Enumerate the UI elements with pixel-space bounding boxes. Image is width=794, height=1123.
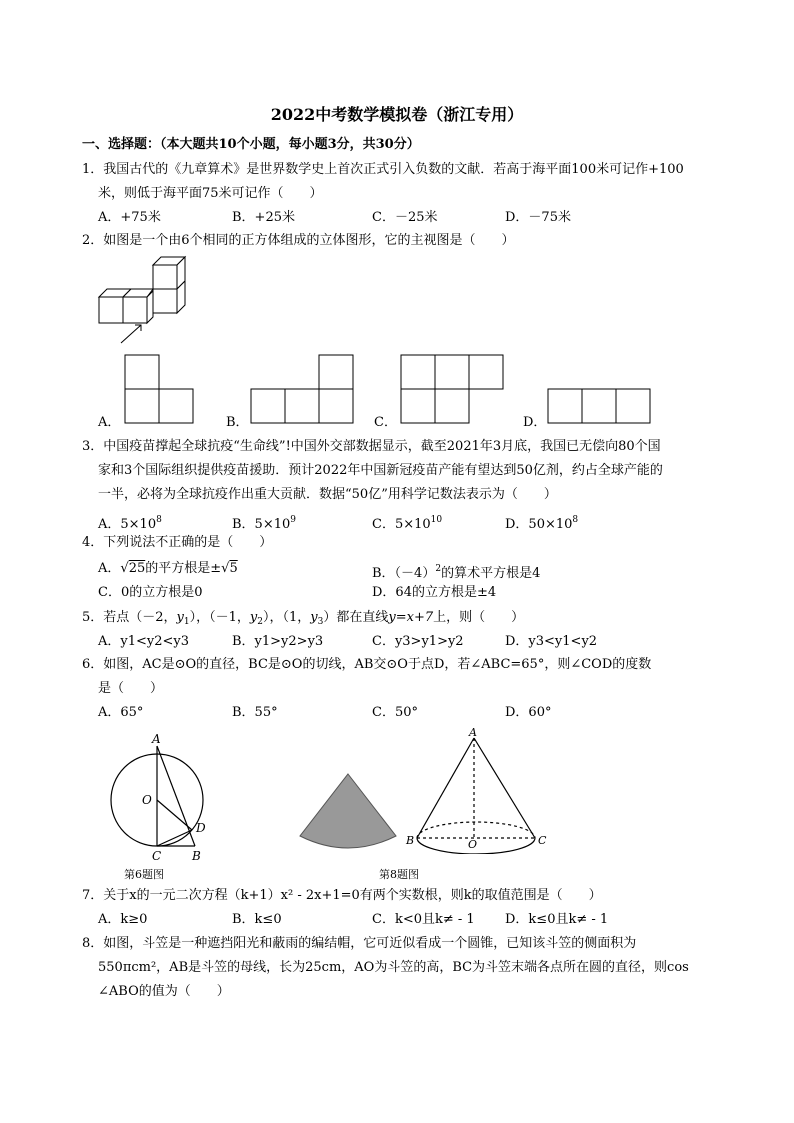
figure-8-caption: 第8题图	[379, 868, 419, 881]
label-b: B	[192, 849, 201, 863]
q4-option-b: B．$(-4)^2$的算术平方根是4	[372, 564, 541, 581]
q6-option-b: B．55°	[232, 705, 278, 720]
q8-cone-figure	[402, 726, 558, 854]
q5-option-b: B．y1>y2>y3	[232, 634, 324, 649]
q7-option-a: A．k≥0	[98, 912, 148, 927]
q2-option-c-figure	[400, 354, 506, 426]
q2-option-a: A．	[98, 415, 121, 430]
label-a: A	[469, 726, 477, 739]
q7-option-b: B．k≤0	[232, 912, 282, 927]
q2-solid-figure	[95, 255, 195, 347]
q2-option-b: B．	[226, 415, 249, 430]
q2-option-d-figure	[547, 388, 653, 426]
q5-line1: 5．若点（－2，$y_1$），（－1，$y_2$），（1，$y_3$）都在直线y=x+7上，则（ ）	[82, 610, 525, 627]
q7-option-d: D．k≤0且k≠ - 1	[505, 912, 609, 927]
q6-option-a: A．65°	[98, 705, 144, 720]
q2-option-c: C．	[374, 415, 397, 430]
q6-option-d: D．60°	[505, 705, 552, 720]
q3-option-b: B．$5\times 10^9$	[232, 515, 296, 532]
q8-line1: 8．如图，斗笠是一种遮挡阳光和蔽雨的编结帽，它可近似看成一个圆锥，已知该斗笠的侧面积为	[82, 936, 637, 951]
q1-line2: 米，则低于海平面75米可记作（ ）	[98, 186, 323, 201]
q6-line1: 6．如图，AC是⊙O的直径，BC是⊙O的切线，AB交⊙O于点D，若∠ABC=65°，则∠COD的度数	[82, 657, 652, 672]
label-o: O	[468, 838, 478, 851]
q8-hat-figure	[296, 770, 400, 854]
label-o: O	[142, 793, 152, 807]
q1-option-a: A．+75米	[98, 210, 161, 225]
label-c: C	[538, 834, 547, 847]
label-b: B	[406, 834, 415, 847]
q4-option-d: D．64的立方根是±4	[372, 585, 497, 600]
q3-line2: 家和3个国际组织提供疫苗援助．预计2022年中国新冠疫苗产能有望达到50亿剂，约占全球产能的	[98, 463, 663, 478]
q1-option-d: D．－75米	[505, 210, 571, 225]
q2-option-b-figure	[250, 354, 356, 426]
label-a: A	[152, 732, 161, 746]
q1-line1: 1．我国古代的《九章算术》是世界数学史上首次正式引入负数的文献．若高于海平面100米可记作+100	[82, 162, 684, 177]
q8-line2: 550πcm²，AB是斗笠的母线，长为25cm，AO为斗笠的高，BC为斗笠末端各点所在圆的直径，则cos	[98, 960, 689, 975]
q6-circle-figure	[100, 732, 220, 864]
q7-option-c: C．k<0且k≠ - 1	[372, 912, 475, 927]
label-c: C	[152, 849, 162, 863]
q4-option-c: C．0的立方根是0	[98, 585, 203, 600]
q4-option-a: A．√25的平方根是±√5	[98, 561, 238, 576]
q8-line3: ∠ABO的值为（ ）	[98, 984, 230, 999]
q3-line1: 3．中国疫苗撑起全球抗疫“生命线”!中国外交部数据显示，截至2021年3月底，我国已无偿向80个国	[82, 439, 661, 454]
q2-line1: 2．如图是一个由6个相同的正方体组成的立体图形，它的主视图是（ ）	[82, 233, 515, 248]
q3-option-d: D．$50\times 10^8$	[505, 515, 579, 532]
q2-option-a-figure	[124, 354, 196, 426]
q1-option-c: C．－25米	[372, 210, 438, 225]
q7-line1: 7．关于x的一元二次方程（k+1）x² - 2x+1=0有两个实数根，则k的取值范围是（ ）	[82, 888, 602, 903]
figure-6-caption: 第6题图	[124, 868, 164, 881]
q6-option-c: C．50°	[372, 705, 418, 720]
label-d: D	[196, 821, 206, 835]
q4-line1: 4．下列说法不正确的是（ ）	[82, 535, 273, 550]
q5-option-a: A．y1<y2<y3	[98, 634, 190, 649]
q3-option-a: A．$5\times 10^8$	[98, 515, 162, 532]
q5-option-d: D．y3<y1<y2	[505, 634, 598, 649]
page-title: 2022中考数学模拟卷（浙江专用）	[270, 105, 524, 124]
q5-option-c: C．y3>y1>y2	[372, 634, 464, 649]
q2-option-d: D．	[523, 415, 547, 430]
q3-option-c: C．$5\times 10^{10}$	[372, 515, 443, 532]
q3-line3: 一半，必将为全球抗疫作出重大贡献．数据“50亿”用科学记数法表示为（ ）	[98, 487, 557, 502]
q1-option-b: B．+25米	[232, 210, 295, 225]
section-heading: 一、选择题：（本大题共10个小题，每小题3分，共30分）	[82, 137, 420, 152]
q6-line2: 是（ ）	[98, 681, 164, 696]
